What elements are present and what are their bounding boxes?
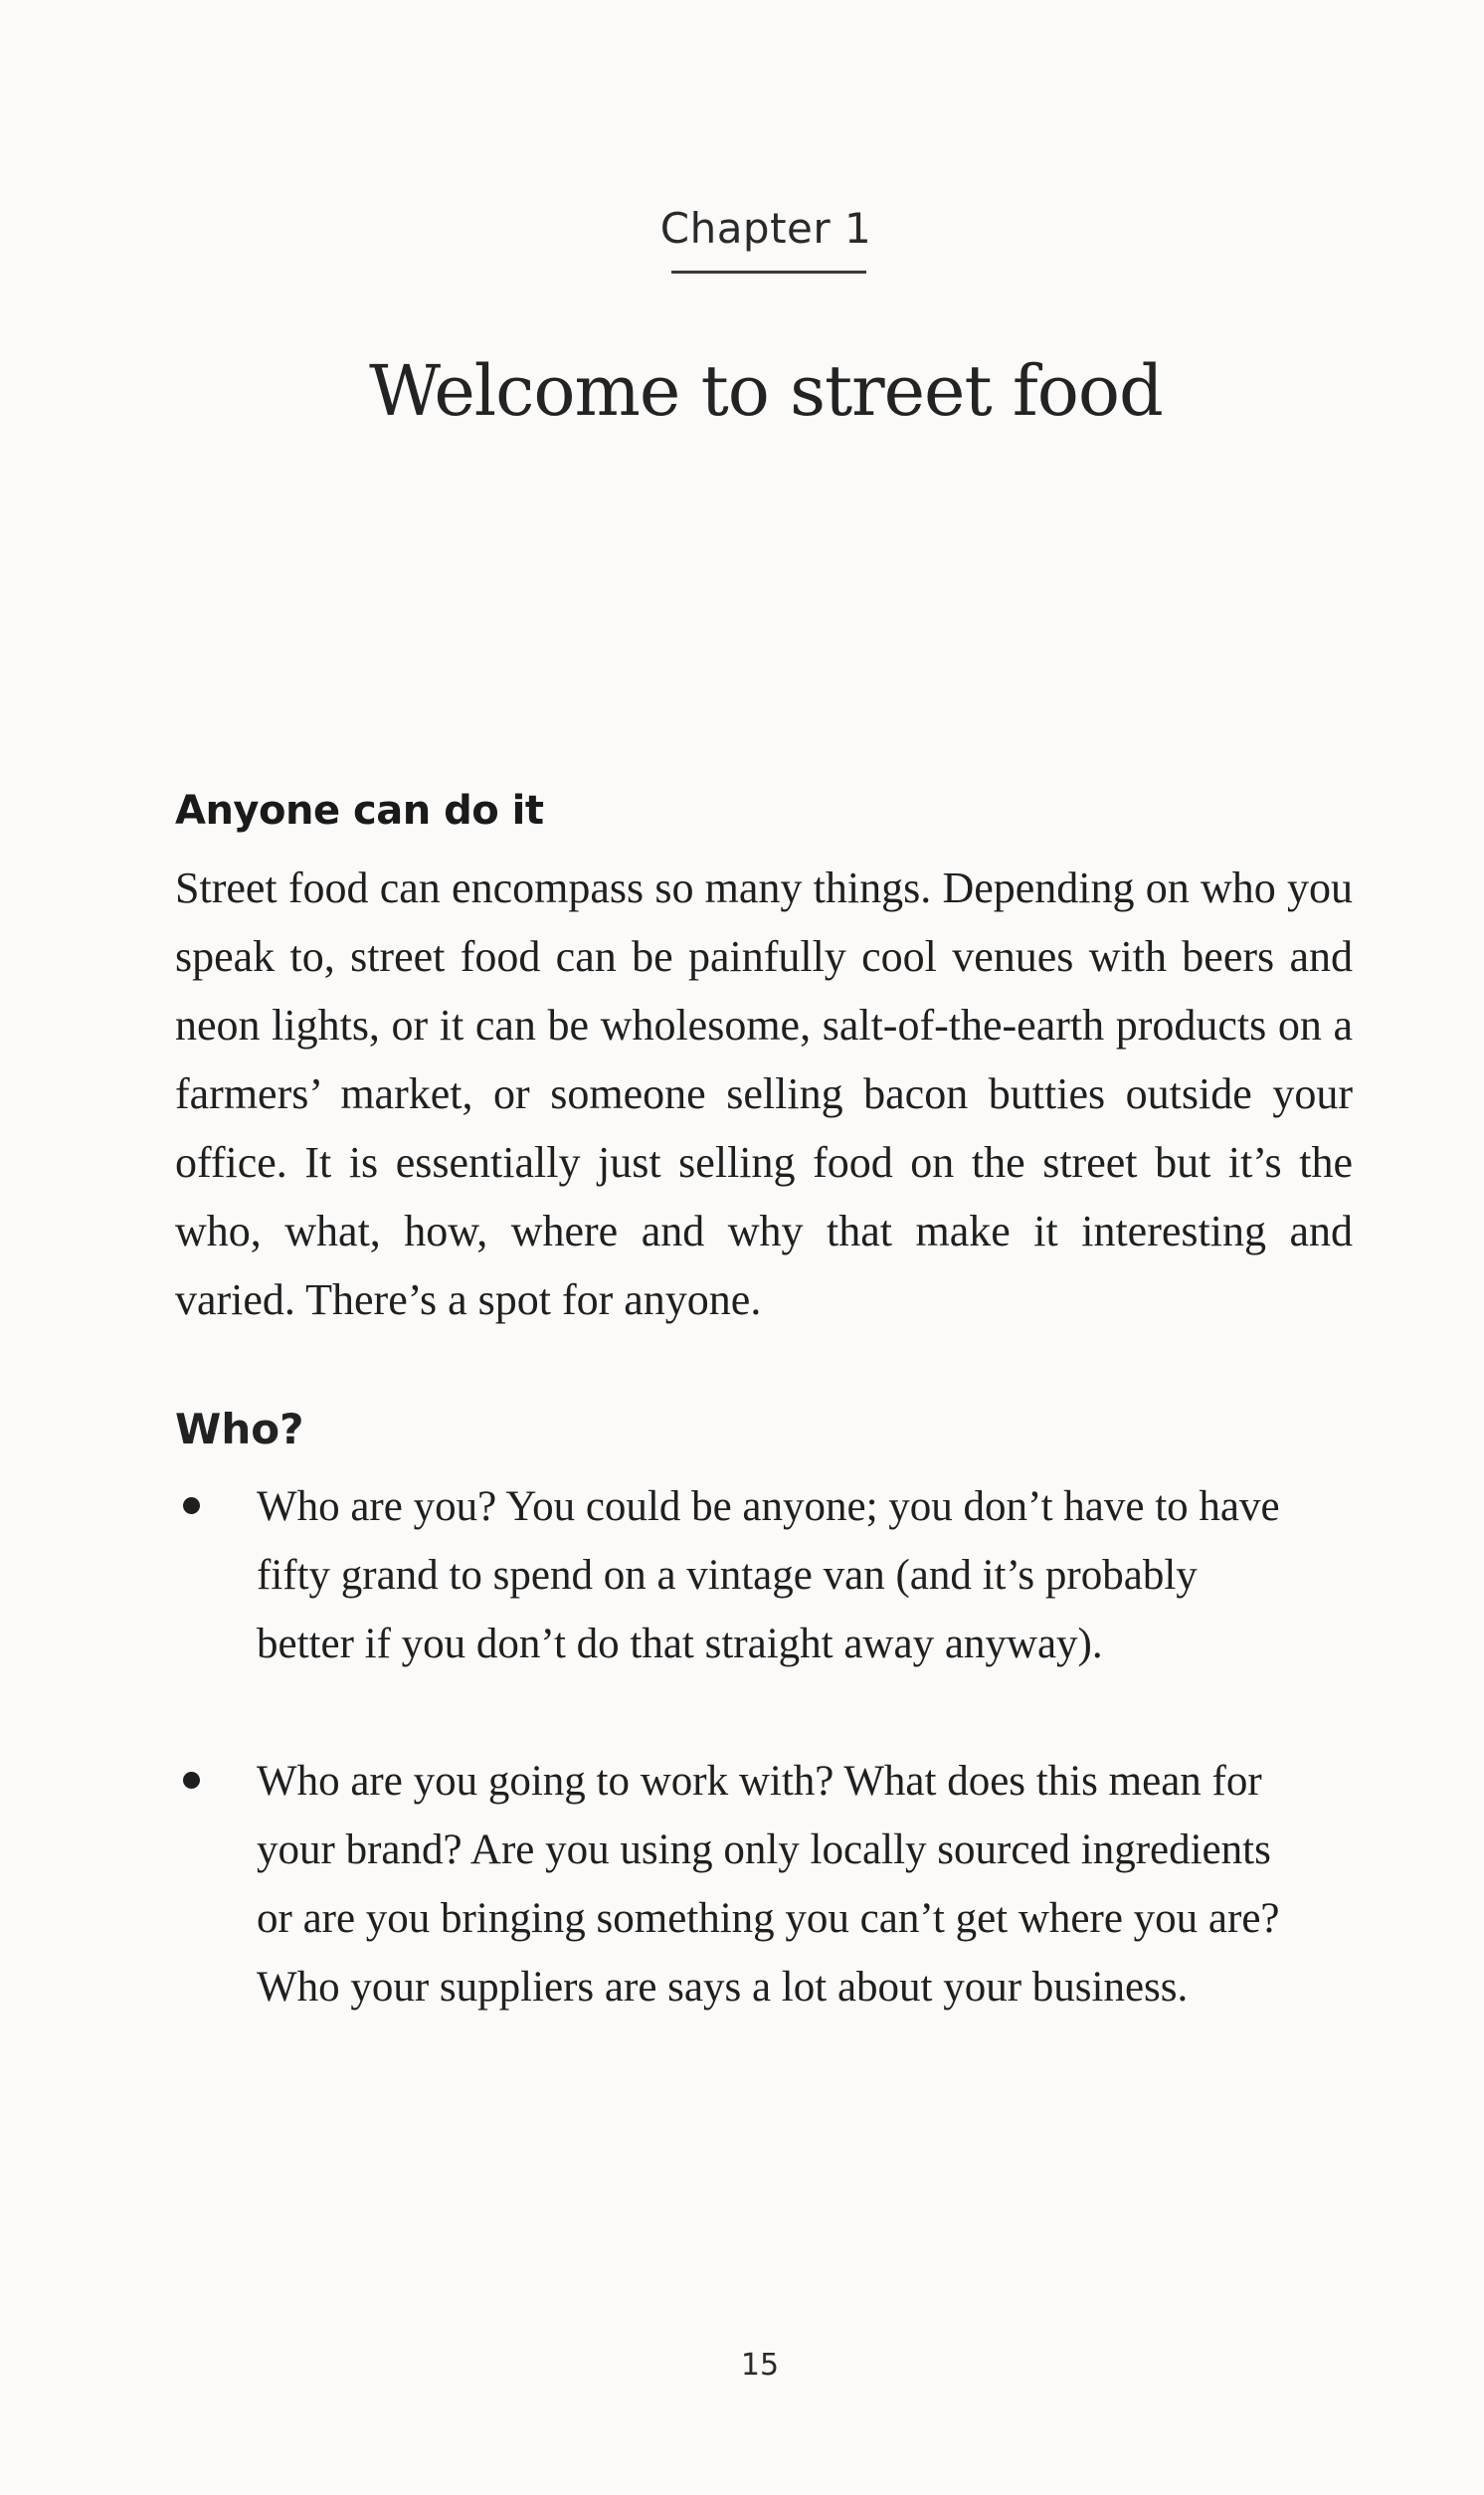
who-subheading: Who? (175, 1405, 304, 1453)
bullet-text: Who are you? You could be anyone; you don’t have to have fifty grand to spend on a vintage van (and it’s probably better if you don’t do that straight away anyway). (257, 1483, 1280, 1667)
chapter-underline (671, 271, 866, 274)
section-paragraph: Street food can encompass so many things. Depending on who you speak to, street food can be painfully cool venues with beers and neon lights, or it can be wholesome, salt-of-the-earth products on a farmers’ market, or someone selling bacon butties outside your office. It is essentially just selling food on the street but it’s the who, what, how, where and why that make it interesting and varied. There’s a spot for anyone. (175, 864, 1353, 1324)
section-heading: Anyone can do it (175, 788, 544, 834)
chapter-title: Welcome to street food (369, 350, 1163, 432)
bullet-item (175, 1472, 1291, 1678)
chapter-label: Chapter 1 (659, 204, 872, 253)
bullet-item (175, 1747, 1291, 2021)
bullet-text: Who are you going to work with? What does this mean for your brand? Are you using only locally sourced ingredients or are you bringing something you can’t get where you are? Who your suppliers are says a lot about your business. (257, 1758, 1280, 2011)
bullet-dot-icon (183, 1772, 200, 1789)
who-bullet-list (175, 1472, 1329, 2021)
bullet-dot-icon (183, 1497, 200, 1514)
page-number: 15 (740, 2348, 780, 2383)
